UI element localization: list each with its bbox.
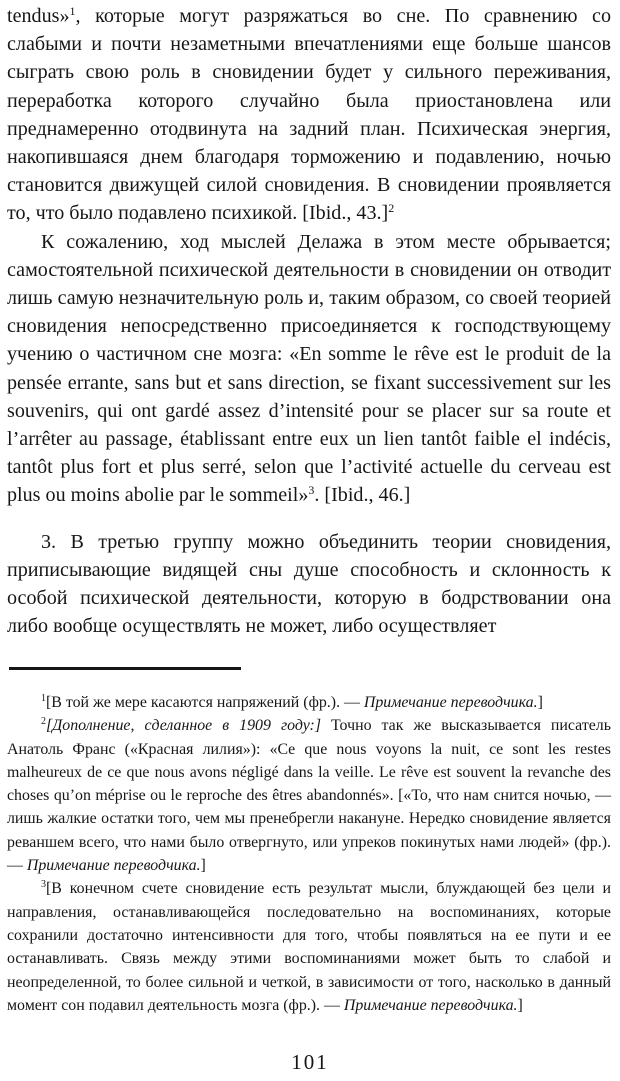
footnote-2-close: ] <box>200 857 206 875</box>
footnote-3-text: [В конечном счете сновидение есть результат мысли, блуждающей без цели и направления, останавливающейся последовательно на воспоминаниях, которые сохранили достаточно интенсивности для того, чтобы появляться на ее пути и ее останавливать. Связь между этими воспоминаниями может быть то слабой и неопределенной, то более сильной и четкой, в зависимости от того, насколько в данный момент сон подавил деятельность мозга (фр.). — <box>7 880 611 1014</box>
footnote-1 <box>7 691 611 714</box>
footnote-1-number: 1 <box>41 692 46 704</box>
page-number: 101 <box>291 1050 329 1074</box>
footnote-2-note: Примечание переводчика. <box>26 857 201 875</box>
footnote-3-note: Примечание переводчика. <box>343 996 518 1014</box>
footnote-2-addition: [Дополнение, сделанное в 1909 году:] <box>46 717 322 735</box>
paragraph-2 <box>7 228 611 510</box>
footnote-ref-2: 2 <box>388 201 395 216</box>
footnote-ref-3: 3 <box>308 483 315 498</box>
footnote-1-close: ] <box>537 693 543 711</box>
footnote-3 <box>7 877 611 1017</box>
footnote-2 <box>7 714 611 877</box>
paragraph-2-body: К сожалению, ход мыслей Делажа в этом месте обрывается; самостоятельной психической деятельности в сновидении он отводит лишь самую незначительную роль и, таким образом, со своей теорией сновидения непосредственно присоединяется к господствующему учению о частичном сне мозга: «En somme le rêve est le produit de la pensée errante, sans but et sans direction, se fixant successivement sur les souvenirs, qui ont gardé assez d’intensité pour se placer sur sa route et l’arrêter au passage, établissant entre eux un lien tantôt faible el indécis, tantôt plus fort et plus serré, selon que l’activité actuelle du cerveau est plus ou moins abolie par le sommeil» <box>7 230 611 507</box>
paragraph-1-body: , которые могут разряжаться во сне. По сравнению со слабыми и почти незаметными впечатлениями еще больше шансов сыграть свою роль в сновидении будет у сильного переживания, переработка которого случайно была приостановлена или преднамеренно отодвинута на задний план. Психическая энергия, накопившаяся днем благодаря торможению и подавлению, ночью становится движущей силой сновидения. В сновидении проявляется то, что было подавлено психикой. [Ibid., 43.] <box>7 5 611 225</box>
footnote-divider <box>9 667 241 670</box>
paragraph-1 <box>7 2 611 228</box>
footnote-1-note: Примечание переводчика. <box>363 693 538 711</box>
footnote-2-number: 2 <box>41 716 46 728</box>
paragraph-3 <box>7 528 611 641</box>
paragraph-2-end: . [Ibid., 46.] <box>314 484 411 507</box>
footnote-2-text: Точно так же высказывается писатель Анатоль Франс («Красная лилия»): «Ce que nous voyons la nuit, ce sont les restes malheureux de ce que nous avons négligé dans la veille. Le rêve est souvent la revanche des choses qu’on méprise ou le reproche des êtres abandonnés». [«То, что нам снится ночью, — лишь жалкие остатки того, чем мы пренебрегли накануне. Нередко сновидение является реваншем всего, что нами было отвергнуто, или упреков покинутых нами людей» (фр.). — <box>7 717 611 875</box>
paragraph-1-start: tendus» <box>7 5 70 27</box>
paragraph-3-body: 3. В третью группу можно объединить теории сновидения, приписывающие видящей сны душе способность и склонность к особой психической деятельности, которую в бодрствовании она либо вообще осуществлять не может, либо осуществляет <box>7 530 611 638</box>
footnote-ref-1: 1 <box>69 4 76 18</box>
footnote-1-text: [В той же мере касаются напряжений (фр.). — <box>46 693 364 711</box>
footnote-3-close: ] <box>517 996 523 1014</box>
footnote-3-number: 3 <box>41 879 46 891</box>
